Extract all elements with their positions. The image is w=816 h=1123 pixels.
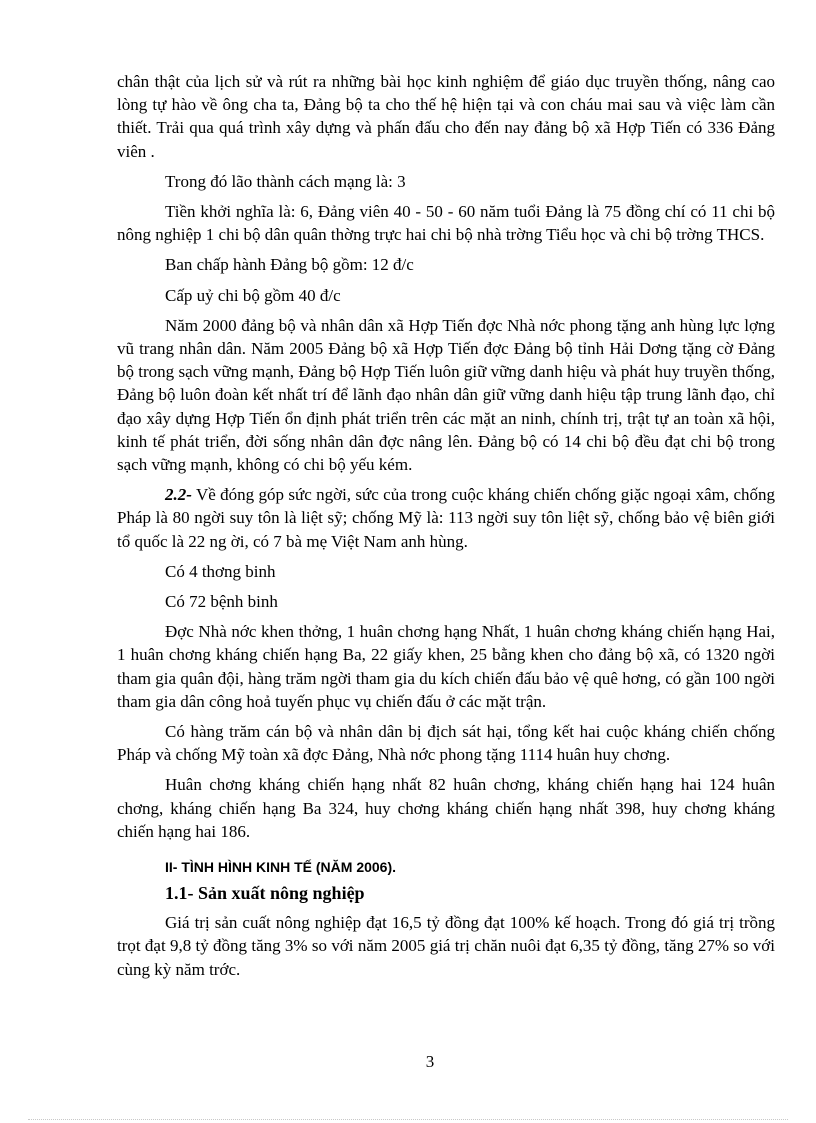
paragraph-party-cells: Tiền khởi nghĩa là: 6, Đảng viên 40 - 50 - 60 năm tuổi Đảng là 75 đồng chí có 11 chi bộ nông nghiệp 1 chi bộ dân quân thờng trực hai chi bộ nhà trờng Tiểu học và chi bộ trờng THCS. [117, 202, 775, 245]
paragraph-sick-soldiers: Có 72 bệnh binh [165, 592, 278, 612]
page-bottom-divider [28, 1119, 788, 1120]
paragraph-wounded: Có 4 thơng binh [165, 561, 276, 581]
paragraph-contribution-text: Về đóng góp sức ngời, sức của trong cuộc kháng chiến chống giặc ngoại xâm, chống Pháp là 80 ngời suy tôn là liệt sỹ; chống Mỹ là: 113 ngời suy tôn liệt sỹ, chống bảo vệ biên giới tổ quốc là 22 ng ời, có 7 bà mẹ Việt Nam anh hùng. [117, 485, 775, 551]
paragraph-agriculture-value: Giá trị sản cuất nông nghiệp đạt 16,5 tỷ đồng đạt 100% kế hoạch. Trong đó giá trị trồng trọt đạt 9,8 tỷ đồng tăng 3% so với năm 2005 giá trị chăn nuôi đạt 6,35 tỷ đồng, tăng 27% so với cùng kỳ năm trớc. [117, 913, 775, 979]
page-number: 3 [425, 1052, 435, 1071]
section-heading-economy: II- TÌNH HÌNH KINH TẾ (NĂM 2006). [165, 859, 397, 876]
paragraph-intro: chân thật của lịch sử và rút ra những bài học kinh nghiệm để giáo dục truyền thống, nâng cao lòng tự hào về ông cha ta, Đảng bộ ta cho thế hệ hiện tại và con cháu mai sau và việc làm cần thiết. Trải qua quá trình xây dựng và phấn đấu cho đến nay đảng bộ xã Hợp Tiến có 336 Đảng viên . [117, 72, 775, 161]
paragraph-veterans: Trong đó lão thành cách mạng là: 3 [165, 171, 406, 191]
paragraph-awards-2000-2005: Năm 2000 đảng bộ và nhân dân xã Hợp Tiến đợc Nhà nớc phong tặng anh hùng lực lợng vũ trang nhân dân. Năm 2005 Đảng bộ xã Hợp Tiến đợc Đảng bộ tỉnh Hải Dơng tặng cờ Đảng bộ trong sạch vững mạnh, Đảng bộ Hợp Tiến luôn giữ vững danh hiệu và phát huy truyền thống, Đảng bộ luôn đoàn kết nhất trí để lãnh đạo nhân dân giữ vững danh hiệu tập trung lãnh đạo, chỉ đạo xây dựng Hợp Tiến ổn định phát triển trên các mặt an ninh, chính trị, trật tự an toàn xã hội, kinh tế phát triển, đời sống nhân dân đợc nâng lên. Đảng bộ có 14 chi bộ đều đạt chi bộ trong sạch vững mạnh, không có chi bộ yếu kém. [117, 315, 775, 475]
paragraph-casualties: Có hàng trăm cán bộ và nhân dân bị địch sát hại, tổng kết hai cuộc kháng chiến chống Pháp và chống Mỹ toàn xã đợc Đảng, Nhà nớc phong tặng 1114 huân huy chơng. [117, 722, 775, 765]
paragraph-cell-committee: Cấp uỷ chi bộ gồm 40 đ/c [165, 285, 341, 305]
paragraph-state-awards: Đợc Nhà nớc khen thởng, 1 huân chơng hạng Nhất, 1 huân chơng kháng chiến hạng Hai, 1 huân chơng kháng chiến hạng Ba, 22 giấy khen, 25 bằng khen cho đảng bộ xã, có 1320 ngời tham gia quân đội, hàng trăm ngời tham gia du kích chiến đấu bảo vệ quê hơng, có gần 100 ngời tham gia dân công hoả tuyến phục vụ chiến đấu ở các mặt trận. [117, 622, 775, 711]
paragraph-medals: Huân chơng kháng chiến hạng nhất 82 huân chơng, kháng chiến hạng hai 124 huân chơng, kháng chiến hạng Ba 324, huy chơng kháng chiến hạng nhất 398, huy chơng kháng chiến hạng hai 186. [117, 775, 775, 841]
paragraph-contribution [117, 483, 775, 553]
section-number-2-2: 2.2- [165, 485, 192, 505]
subheading-agriculture: 1.1- Sản xuất nông nghiệp [165, 883, 365, 904]
paragraph-executive-committee: Ban chấp hành Đảng bộ gồm: 12 đ/c [165, 255, 414, 275]
document-page [117, 70, 775, 988]
